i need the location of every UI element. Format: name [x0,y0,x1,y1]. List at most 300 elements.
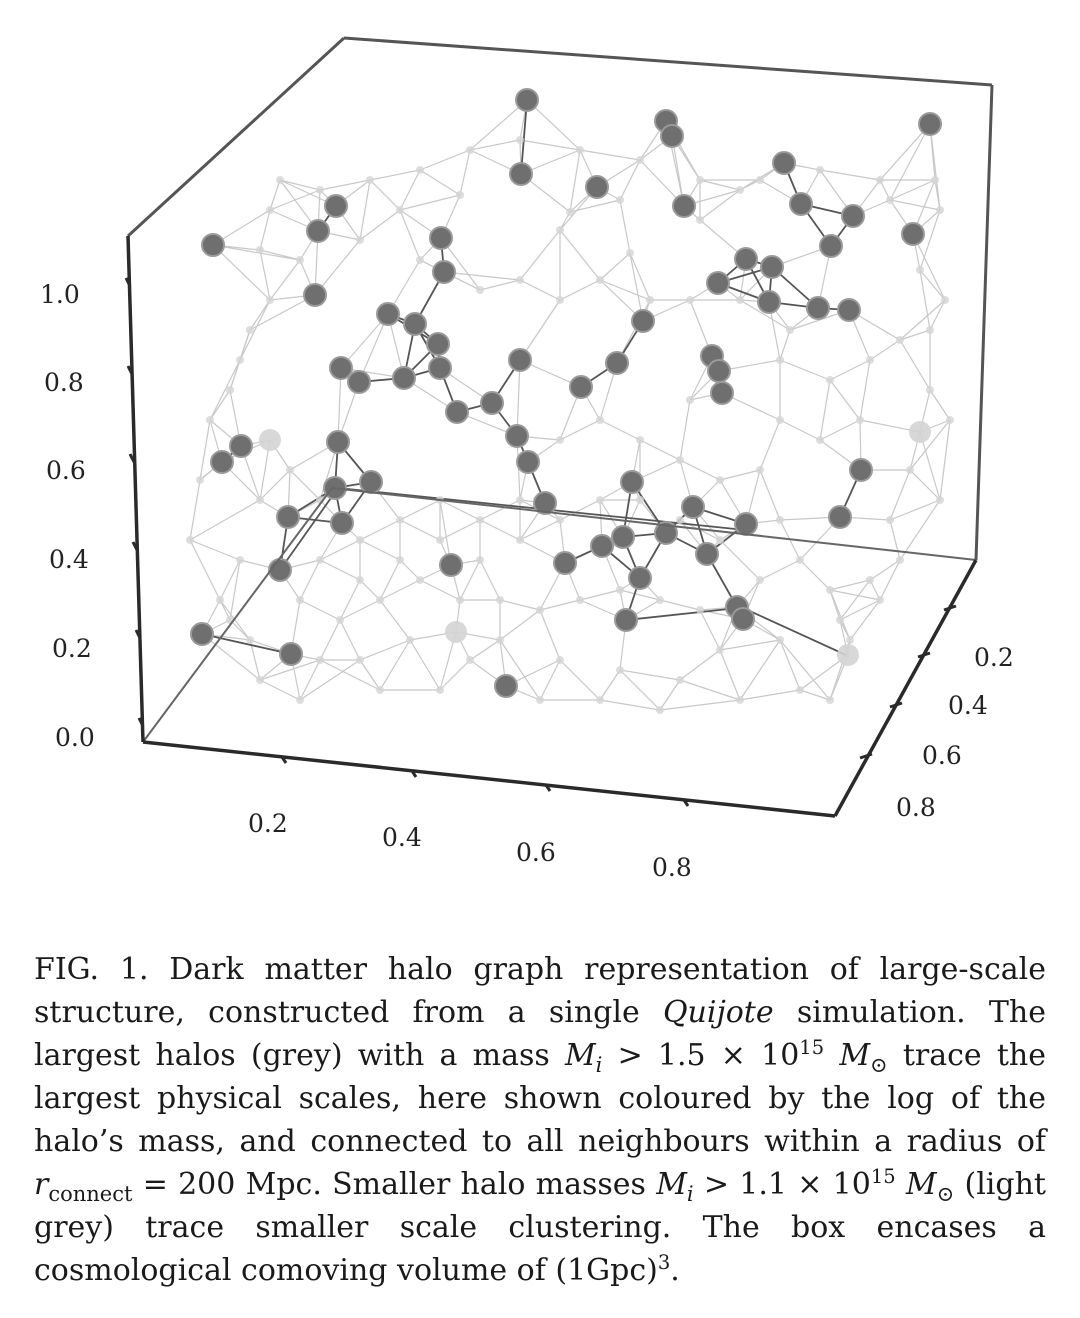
small-halo-node [416,256,424,264]
small-halo-node [436,686,444,694]
small-halo-edge [660,700,740,710]
small-halo-node [456,191,464,199]
x-tick-label: 0.2 [248,809,288,838]
small-halo-node [396,206,404,214]
large-halo-node [591,535,613,557]
large-halo-node [307,220,329,242]
box-frame [128,38,992,742]
large-halo-node [707,272,729,294]
small-halo-edge [360,580,380,600]
small-halo-node [736,696,744,704]
large-halo-node [430,227,452,249]
small-halo-edge [500,600,540,610]
small-halo-edge [210,390,230,420]
small-halo-node [596,496,604,504]
small-halo-node [476,516,484,524]
small-halo-edge [680,460,720,480]
small-halo-edge [320,560,360,580]
small-halo-node [556,436,564,444]
small-halo-node [336,616,344,624]
small-halo-edge [380,580,420,600]
large-halo-node [850,459,872,481]
small-halo-node [886,516,894,524]
large-halo-node [606,352,628,374]
small-halo-edge [520,280,560,300]
small-halo-node [556,516,564,524]
small-halo-edge [360,640,410,660]
small-halo-edge [780,360,830,380]
small-halo-edge [210,360,240,420]
large-halo-node [360,471,382,493]
small-halo-node [686,296,694,304]
small-halo-edge [700,610,720,650]
small-halo-edge [780,640,830,700]
caption-solar-symbol: ⊙ [936,1182,955,1206]
caption-text: . Smaller halo masses [312,1167,657,1202]
large-halo-node [446,401,468,423]
large-halo-node [696,543,718,565]
small-halo-node [556,656,564,664]
small-halo-node [931,176,939,184]
small-halo-edge [520,230,560,280]
caption-mass-threshold: > 1.5 × 10 [602,1038,800,1073]
small-halo-edge [700,190,740,220]
small-halo-node [246,636,254,644]
large-halo-node [330,357,352,379]
small-halo-edge [520,520,560,540]
large-halo-node [673,195,695,217]
small-halo-node [416,576,424,584]
large-halo-node [773,152,795,174]
small-halo-edge [540,610,560,660]
small-halo-edge [540,660,560,700]
small-halo-edge [720,470,760,480]
small-halo-edge [420,580,460,600]
small-halo-node [236,356,244,364]
large-halo-node [761,256,783,278]
small-halo-node [876,176,884,184]
large-halo-node [509,349,531,371]
small-halo-node [256,246,264,254]
small-halo-edge [250,300,270,330]
small-halo-edge [600,253,630,280]
small-halo-edge [320,660,380,690]
small-halo-node [736,186,744,194]
large-halo-node [807,297,829,319]
small-halo-node [736,296,744,304]
small-halo-node [516,276,524,284]
small-halo-edge [620,200,630,253]
z-tick-label: 0.8 [44,368,84,397]
small-halo-node [296,596,304,604]
small-halo-node [516,136,524,144]
small-halo-node [616,666,624,674]
small-halo-node [436,536,444,544]
small-halo-node [866,356,874,364]
small-halo-edge [200,420,210,480]
small-halo-edge [900,500,940,560]
small-halo-node [576,146,584,154]
y-tick-label: 0.8 [896,793,936,822]
box-edge-top-left [128,38,344,236]
small-halo-node [256,676,264,684]
box-edge-top-back [344,38,992,85]
small-halo-node [786,326,794,334]
small-halo-edge [600,670,620,700]
large-halo-node [735,513,757,535]
large-halo-node [919,113,941,135]
small-halo-node [516,496,524,504]
small-halo-edge [480,280,520,290]
small-halo-edge [400,500,440,520]
small-halo-node [716,536,724,544]
small-halo-node [226,386,234,394]
small-halo-edge [900,300,945,340]
small-halo-nodes [186,136,954,714]
small-halo-edge [300,600,340,620]
x-tick-label: 0.4 [382,823,422,852]
small-halo-node [906,466,914,474]
box-edge-floor-left [143,488,332,742]
small-halo-edge [930,124,940,210]
small-halo-edge [460,560,480,600]
small-halo-node [866,576,874,584]
large-halo-node [211,451,233,473]
small-halo-node [536,696,544,704]
large-halo-node [621,471,643,493]
large-halo-node [708,360,730,382]
small-halo-node [566,208,574,216]
small-halo-node [356,536,364,544]
large-halo-node [269,559,291,581]
small-halo-node [896,556,904,564]
small-halo-node [826,696,834,704]
caption-radius-value: = 200 Mpc [132,1167,313,1202]
large-halo-node [277,506,299,528]
small-halo-edge [600,420,640,440]
small-halo-edge [400,170,420,210]
small-halo-node [776,636,784,644]
caption-mass-exponent: 15 [870,1165,896,1188]
small-halo-node [636,496,644,504]
large-halo-node [586,176,608,198]
small-halo-edge [860,360,870,420]
large-halo-nodes [191,89,941,697]
caption-mass-symbol: M [564,1038,596,1073]
small-halo-edge [260,680,300,700]
small-halo-node [946,416,954,424]
small-halo-edge [480,520,520,540]
small-halo-edge [780,640,800,690]
small-halo-edge [720,650,740,700]
small-halo-edge [270,260,300,300]
box-edge-floor-back [332,488,976,560]
caption-text: . [670,1253,680,1288]
small-halo-node [476,286,484,294]
small-halo-node [576,596,584,604]
small-halo-node [616,196,624,204]
small-halo-node [916,266,924,274]
small-halo-node [756,466,764,474]
caption-quijote: Quijote [662,995,774,1030]
x-tick-label: 0.6 [516,838,556,867]
large-halo-node [838,299,860,321]
small-halo-node [816,436,824,444]
small-halo-node [296,696,304,704]
small-halo-node [266,296,274,304]
caption-text: Dark matter halo graph representation of large-scale structure, constructed from a single [34,952,1046,1030]
large-halo-node [615,609,637,631]
small-halo-edge [740,690,800,700]
caption-text: (light grey) trace smaller scale clustering. The box encases a cosmological comoving volume of (1Gpc) [34,1167,1046,1288]
large-halo-node [661,125,683,147]
small-halo-edge [400,195,460,210]
large-halo-node [732,608,754,630]
z-tick-label: 1.0 [40,280,80,309]
small-halo-edge [420,170,460,195]
small-halo-edge [840,600,880,620]
small-halo-edge [470,640,500,660]
small-halo-edge [560,660,600,700]
small-halo-edge [820,420,860,440]
small-halo-node [396,516,404,524]
large-halo-node [632,310,654,332]
small-halo-edge [380,600,410,640]
small-halo-node [837,644,859,666]
small-halo-node [756,576,764,584]
small-halo-node [716,476,724,484]
small-halo-edge [680,400,690,460]
small-halo-edge [760,470,780,520]
small-halo-node [416,166,424,174]
small-halo-edge [890,500,940,520]
large-halo-node [842,205,864,227]
large-halo-node [433,261,455,283]
small-halo-node [636,156,644,164]
small-halo-edge [660,680,680,710]
large-halo-node [682,496,704,518]
large-halo-node [758,291,780,313]
small-halo-node [476,556,484,564]
small-halo-edge [290,470,320,500]
large-halo-node [902,223,924,245]
small-halo-edge [560,280,600,300]
caption-mass-exponent: 15 [799,1036,825,1059]
caption-radius-subscript: connect [48,1182,133,1206]
small-halo-edge [930,300,945,330]
large-halo-node [393,367,415,389]
large-halo-node [427,333,449,355]
small-halo-edge [540,600,580,610]
x-axis-line [143,742,835,816]
small-halo-edge [360,180,370,240]
small-halo-edge [890,200,940,210]
small-halo-edge [420,150,470,170]
small-halo-node [776,516,784,524]
small-halo-edge [560,230,600,280]
small-halo-node [396,556,404,564]
small-halo-edge [570,150,580,212]
small-halo-edge [720,640,780,650]
small-halo-edge [830,380,860,420]
small-halo-node [926,326,934,334]
small-halo-edge [760,560,800,580]
small-halo-node [646,296,654,304]
small-halo-node [376,686,384,694]
small-halo-edge [580,150,640,160]
small-halo-node [536,606,544,614]
small-halo-node [236,556,244,564]
small-halo-node [496,596,504,604]
y-tick-label: 0.4 [948,691,988,720]
small-halo-node [941,296,949,304]
caption-mass-subscript: i [595,1053,603,1077]
small-halo-node [676,456,684,464]
small-halo-node [936,206,944,214]
small-halo-node [926,386,934,394]
small-halo-node [466,656,474,664]
small-halo-edge [800,560,830,590]
large-halo-node [570,376,592,398]
small-halo-node [556,226,564,234]
caption-mass-subscript: i [686,1182,694,1206]
small-halo-node [596,696,604,704]
small-halo-edge [240,300,270,360]
small-halo-edge [890,520,900,560]
small-halo-node [776,416,784,424]
large-halo-node [481,392,503,414]
caption-mass-symbol: M [656,1167,687,1202]
small-halo-edge [300,560,320,600]
large-halo-node [327,431,349,453]
large-halo-node [191,623,213,645]
small-halo-edge [370,180,400,210]
large-halo-node [404,313,426,335]
small-halo-node [896,336,904,344]
small-halo-edge [940,420,950,500]
small-halo-node [356,236,364,244]
small-halo-edge [190,540,220,600]
small-halo-node [445,621,467,643]
small-halo-edge [440,520,480,540]
caption-mass-threshold: > 1.1 × 10 [693,1167,871,1202]
small-halo-node [796,556,804,564]
figure-caption [34,948,1046,1292]
small-halo-edge [820,170,880,180]
small-halo-edge [380,640,410,690]
large-halo-node [790,193,812,215]
large-halo-node [829,506,851,528]
small-halo-node [496,636,504,644]
small-halo-edge [360,210,400,240]
small-halo-node [259,429,281,451]
x-tick-label: 0.8 [652,853,692,882]
large-halo-node [735,248,757,270]
small-halo-node [456,596,464,604]
large-halo-node [348,371,370,393]
small-halo-edges [190,100,950,710]
small-halo-node [316,556,324,564]
small-halo-edge [190,540,240,560]
caption-label: FIG. 1. [34,952,149,987]
small-halo-edge [820,380,830,440]
small-halo-edge [400,520,440,540]
small-halo-node [316,656,324,664]
small-halo-edge [460,150,470,195]
small-halo-node [356,656,364,664]
small-halo-node [556,296,564,304]
small-halo-node [676,676,684,684]
small-halo-node [636,436,644,444]
small-halo-node [656,706,664,714]
small-halo-node [276,176,284,184]
small-halo-node [676,516,684,524]
caption-solar-mass: M [905,1167,937,1202]
caption-text: simulation. The largest halos (grey) with a mass [34,995,1046,1073]
small-halo-node [686,396,694,404]
small-halo-node [376,596,384,604]
small-halo-edge [900,330,930,340]
large-halo-node [612,526,634,548]
small-halo-node [826,376,834,384]
small-halo-edge [340,580,360,620]
y-tick-label: 0.2 [974,643,1014,672]
large-halo-edge [741,607,846,655]
small-halo-edge [270,180,280,210]
small-halo-edge [500,610,540,640]
small-halo-edge [340,600,380,620]
small-halo-node [626,249,634,257]
small-halo-edge [560,420,600,440]
small-halo-node [186,536,194,544]
z-tick-label: 0.4 [49,545,89,574]
small-halo-edge [230,620,250,640]
small-halo-edge [830,590,850,640]
large-halo-node [517,451,539,473]
large-halo-node [711,382,733,404]
small-halo-edge [850,600,880,640]
small-halo-edge [360,520,400,540]
large-halo-node [506,425,528,447]
small-halo-node [936,496,944,504]
large-halo-node [440,554,462,576]
small-halo-node [816,166,824,174]
small-halo-edge [640,440,680,460]
small-halo-edge [700,180,740,190]
small-halo-edge [830,360,870,380]
small-halo-node [716,646,724,654]
small-halo-node [796,686,804,694]
small-halo-node [596,416,604,424]
large-halo-node [820,235,842,257]
small-halo-node [256,496,264,504]
small-halo-node [826,586,834,594]
small-halo-node [296,256,304,264]
small-halo-edge [190,480,200,540]
small-halo-node [836,616,844,624]
z-tick-label: 0.6 [46,456,86,485]
small-halo-node [596,276,604,284]
large-halo-node [280,643,302,665]
box-edge-back-right [976,85,992,560]
small-halo-edge [680,650,720,680]
large-halo-node [554,552,576,574]
large-halo-node [516,89,538,111]
small-halo-edge [480,560,500,600]
small-halo-edge [340,620,360,660]
large-halo-node [230,435,252,457]
small-halo-edge [260,210,270,250]
